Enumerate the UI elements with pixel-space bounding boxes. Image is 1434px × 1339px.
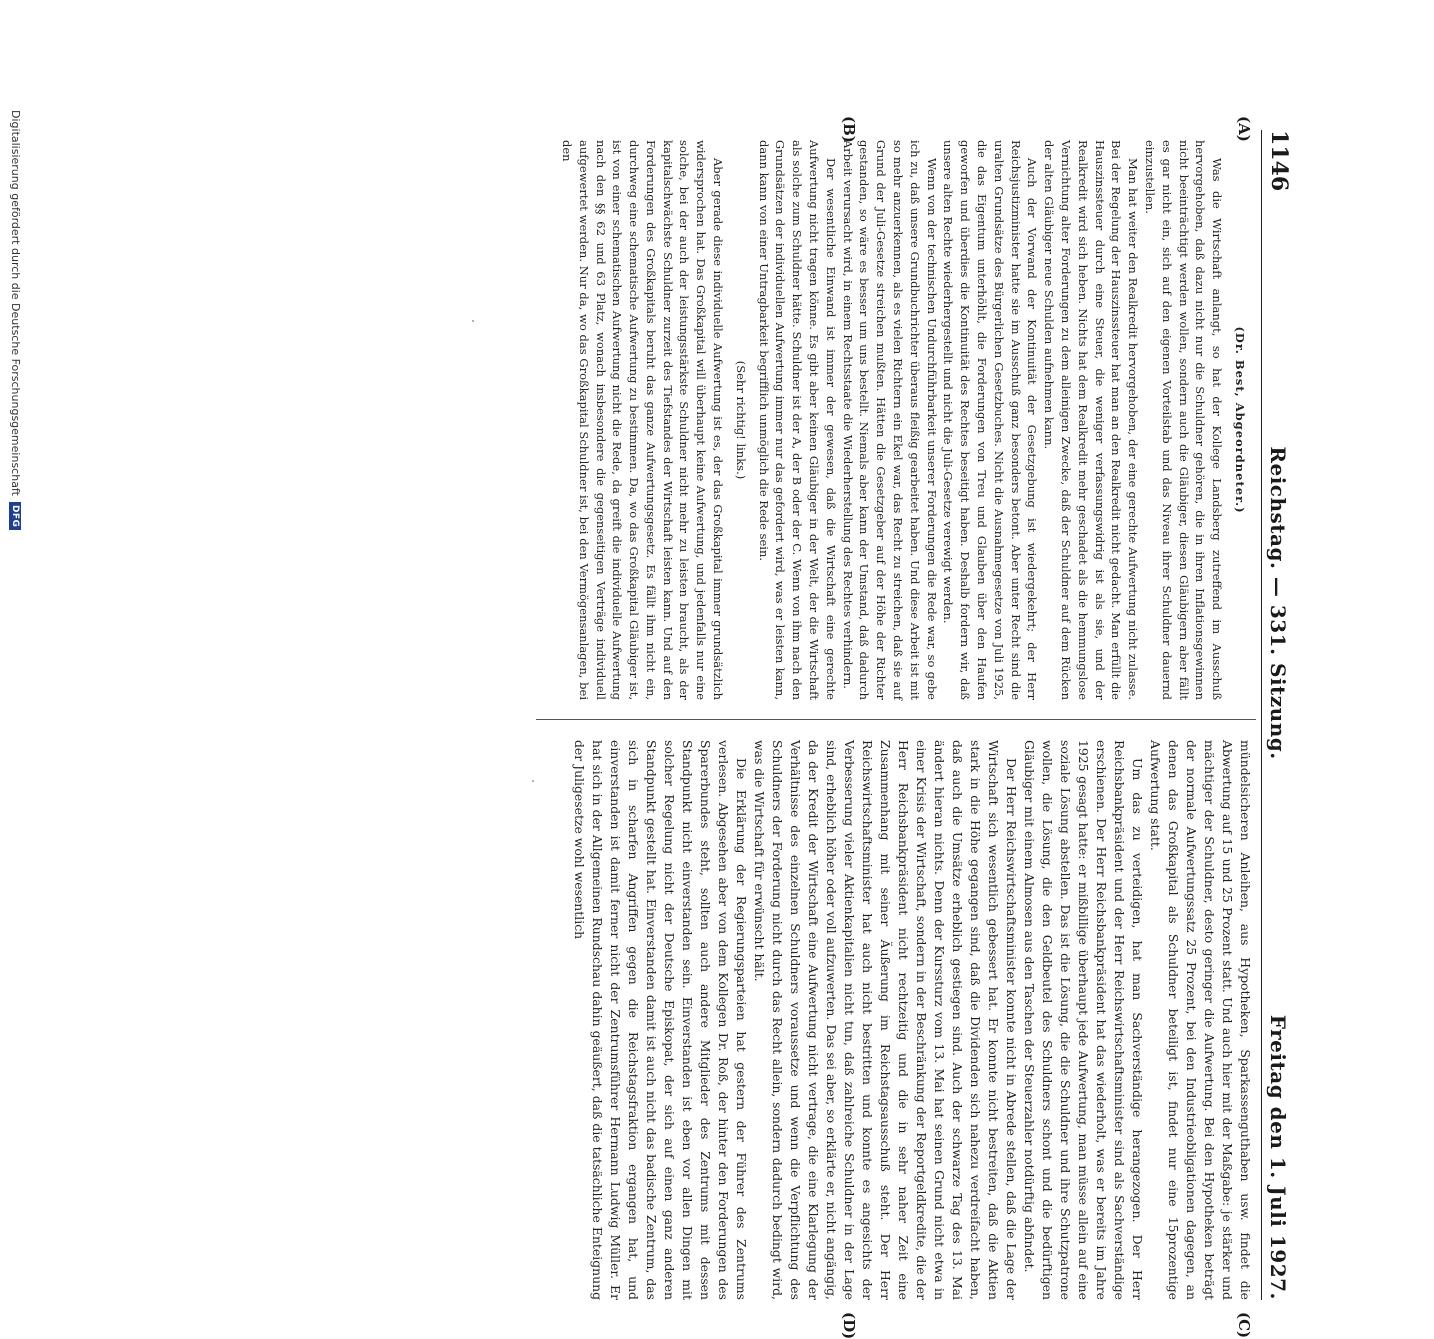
scan-speck (472, 320, 474, 322)
right-column (570, 740, 1254, 1300)
paragraph: Die Erklärung der Regierungsparteien hat gestern der Führer des Zentrums verlesen. Abgesehen aber von dem Kollegen Dr. Roß, der hinter den Forderungen des Sparerbundes steht, sollten auch andere Mitglieder des Zentrums mit dessen Standpunkt nicht einverstanden sein. Einverstanden ist eben vor allen Dingen mit solcher Regelung nicht der Deutsche Episkopat, der sich auf einen ganz anderen Standpunkt gestellt hat. Einverstanden damit ist auch nicht das badische Zentrum, das sich in scharfen Angriffen gegen die Reichstagsfraktion ergangen hat, und einverstanden ist damit ferner nicht der Zentrumsführer Hermann Ludwig Müller. Er hat sich in der Allgemeinen Rundschau dahin geäußert, daß die tatsächliche Enteignung der Juligesetze wohl wesentlich (572, 740, 749, 1300)
paragraph: Der Herr Reichswirtschaftsminister konnte nicht in Abrede stellen, daß die Lage der Wirtschaft sich wesentlich gebessert hat. Er konnte nicht bestreiten, daß die Aktien stark in die Höhe gegangen sind, daß die Dividenden sich nahezu verdreifacht haben, daß auch die Umsätze erheblich gestiegen sind. Auch der schwarze Tag des 13. Mai ändert hieran nichts. Denn der Kurssturz vom 13. Mai hat seinen Grund nicht etwa in einer Krisis der Wirtschaft, sondern in der Beschränkung der Reportgeldkredite, die der Herr Reichsbankpräsident nicht rechtzeitig und die in sehr naher Zeit eine Zusammenhang mit seiner Äußerung im Reichstagsausschuß steht. Der Herr Reichswirtschaftsminister hat auch nicht bestritten und konnte es angesichts der Verbesserung vieler Aktienkapitalien nicht tun, daß zahlreiche Schuldner in der Lage sind, erheblich höher oder voll aufzuwerten. Das sei aber, so erklärte er, nicht angängig, da der Kredit der Wirtschaft eine Aufwertung nicht vertrage, die eine Klarlegung der Verhältnisse des einzelnen Schuldners voraussetze und wenn die Verpflichtung des Schuldners der Forderung nicht durch das Recht allein, sondern dadurch bedingt wird, was die Wirtschaft für erwünscht hält. (752, 740, 1019, 1300)
applause-note: (Sehr richtig! links.) (733, 360, 748, 480)
paragraph: Was die Wirtschaft anlangt, so hat der Kollege Landsberg zutreffend im Ausschuß hervorgehoben, daß dazu nicht nur die Schuldner gehören, die in ihren Inflationsgewinnen nicht beeinträchtigt werden wollen, sondern auch die Gläubiger, diesen Gläubigern aber fällt es gar nicht ein, sich auf den eigenen Vorteilstab und das Niveau ihrer Schuldner dauernd einzustellen. (1143, 140, 1225, 700)
paragraph: Auch der Vorwand der Kontinuität der Gesetzgebung ist wiedergekehrt; der Herr Reichsjustizminister hatte sie im Ausschuß ganz besonders betont. Aber unter Recht sind die uralten Grundsätze des Bürgerlichen Gesetzbuches. Nicht die Ausnahmegesetze von Juli 1925, die das Eigentum unterhöhlt, die Forderungen von Treu und Glauben über den Haufen geworfen und überdies die Kontinuität des Rechtes beseitigt haben. Deshalb fordern wir, daß unsere alten Rechte wiederhergestellt und nicht die Juli-Gesetze verewigt werden. (941, 140, 1040, 700)
margin-mark-b: (B) (840, 116, 858, 143)
paragraph: Aber gerade diese individuelle Aufwertung ist es, der das Großkapital immer grundsätzlich widersprochen hat. Das Großkapital will überhaupt keine Aufwertung, und jedenfalls nur eine solche, bei der auch der leistungsstärkste Schuldner nicht mehr zu leisten braucht, als der kapitalschwächste Schuldner zurzeit des Tiefstandes der Wirtschaft leisten kann. Und auf den Forderungen des Großkapitals beruht das ganze Aufwertungsgesetz. Es fällt ihm nicht ein, durchweg eine schematische Aufwertung zu bestimmen. Da, wo das Großkapital Gläubiger ist, ist von einer schematischen Aufwertung nicht die Rede, da greift die individuelle Aufwertung nach den §§ 62 und 63 Platz, wonach insbesondere die gegenseitigen Verträge individuell aufgewertet werden. Nur da, wo das Großkapital Schuldner ist, bei den Vermögensanlagen, bei den (559, 140, 726, 700)
page-number: 1146 (1266, 130, 1292, 192)
page-header (1261, 130, 1306, 1300)
scan-speck (532, 780, 534, 782)
left-column (558, 140, 1254, 700)
paragraph: Der wesentliche Einwand ist immer der gewesen, daß die Wirtschaft eine gerechte Aufwertung nicht tragen könne. Es gibt aber keinen Gläubiger in der Welt, der die Wirtschaft als solche zum Schuldner hätte. Schuldner ist der A, der B oder der C. Wenn von ihm nach den Grundsätzen der individuellen Aufwertung immer nur das gefordert wird, was er leisten kann, dann kann von einer Untragbarkeit begrifflich unmöglich die Rede sein. (756, 140, 838, 700)
paragraph: Wenn von der technischen Undurchführbarkeit unserer Forderungen die Rede war, so gebe ich zu, daß unsere Grundbuchrichter überaus fleißig gearbeitet haben. Und diese Arbeit ist mit so mehr anzuerkennen, als es vielen Richtern ein Ekel war, das Recht zu streichen, daß sie auf Grund der Juli-Gesetze streichen mußten. Hätten die Gesetzgeber auf der Höhe der Richter gestanden, so wäre es besser um uns bestellt. Niemals aber kann der Umstand, daß dadurch Arbeit verursacht wird, in einem Rechtsstaate die Wiederherstellung des Rechtes verhindern. (840, 140, 939, 700)
column-divider (536, 719, 1256, 720)
paragraph: mündelsicheren Anleihen, aus Hypotheken, Sparkassenguthaben usw. findet die Abwertung auf 15 und 25 Prozent statt. Und auch hier mit der Maßgabe: je stärker und mächtiger der Schuldner, desto geringer die Aufwertung. Bei den Hypotheken beträgt der normale Aufwertungssatz 25 Prozent, bei den Industrieobligationen dagegen, an denen das Großkapital als Schuldner beteiligt ist, findet nur eine 15prozentige Aufwertung statt. (1148, 740, 1253, 1300)
paragraph: Man hat weiter den Realkredit hervorgehoben, der eine gerechte Aufwertung nicht zulasse. Bei der Regelung der Hauszinssteuer hat man an den Realkredit nicht gedacht. Man erfüllt die Hauszinssteuer durch eine Steuer, die weniger verfassungswidrig ist als sie, und der Realkredit wird sich heben. Nichts hat dem Realkredit mehr geschadet als die hemmungslose Vernichtung alter Forderungen zu dem alleinigen Zwecke, daß der Schuldner auf dem Rücken der alten Gläubiger neue Schulden aufnehmen kann. (1042, 140, 1141, 700)
footer-text: Digitalisierung gefördert durch die Deutsche Forschungsgemeinschaft (9, 110, 22, 496)
dfg-logo: DFG (10, 502, 22, 531)
margin-mark-c: (C) (1235, 1312, 1253, 1339)
speaker-line: (Dr. Best, Abgeordneter.) (1233, 326, 1247, 514)
margin-mark-d: (D) (840, 1312, 858, 1339)
digitization-footer (9, 110, 22, 1310)
header-date: Freitag den 1. Juli 1927. (1266, 1014, 1290, 1300)
header-session: Reichstag. — 331. Sitzung. (1266, 446, 1290, 760)
paragraph: Um das zu verteidigen, hat man Sachverständige herangezogen. Der Herr Reichsbankpräsident und der Herr Reichswirtschaftsminister sind als Sachverständige erschienen. Der Herr Reichsbankpräsident hat das wiederholt, was er bereits im Jahre 1925 gesagt hatte: er mißbillige überhaupt jede Aufwertung, man müsse allein auf eine soziale Lösung abstellen. Das ist die Lösung, die die Schuldner und ihre Schutzpatrone wollen, die Lösung, die den Geldbeutel des Schuldners schont und die bedürftigen Gläubiger mit einem Almosen aus den Taschen der Steuerzahler notdürftig abfindet. (1022, 740, 1145, 1300)
margin-mark-a: (A) (1235, 116, 1253, 142)
